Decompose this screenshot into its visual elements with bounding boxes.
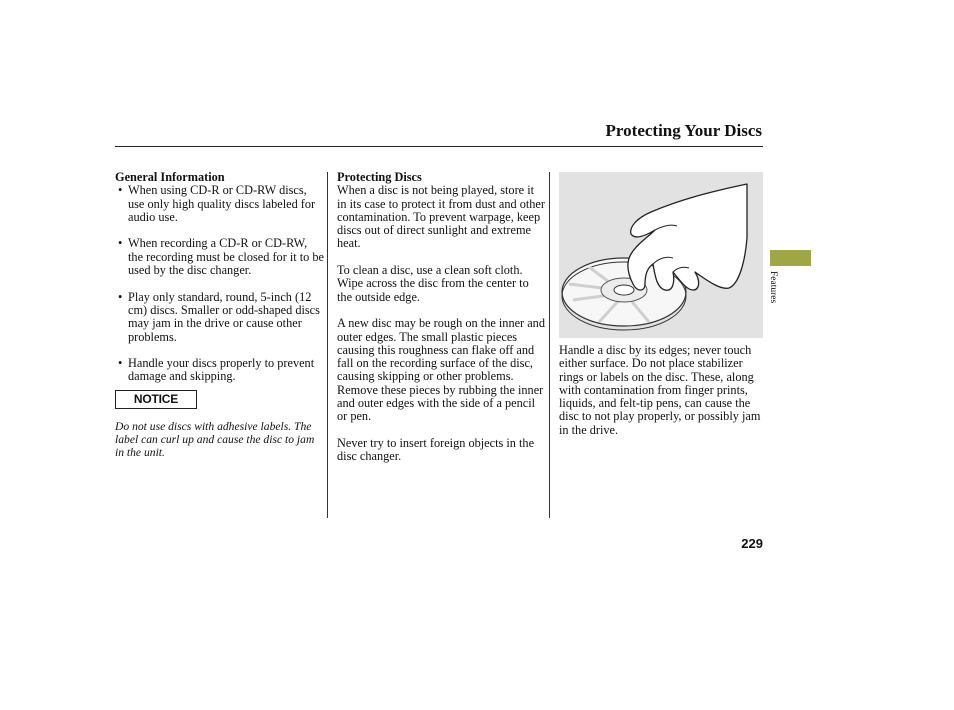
list-item xyxy=(115,184,325,224)
disc-handling-figure xyxy=(559,172,763,338)
bullet-icon: • xyxy=(118,236,123,251)
protecting-discs-column xyxy=(337,171,545,477)
section-label-container xyxy=(768,271,784,331)
bullet-text: Handle your discs properly to prevent damage and skipping. xyxy=(128,356,315,384)
bullet-text: When recording a CD-R or CD-RW, the recording must be closed for it to be used by the disc changer. xyxy=(128,236,325,278)
paragraph: When a disc is not being played, store it in its case to protect it from dust and other contamination. To prevent warpage, keep discs out of direct sunlight and extreme heat. xyxy=(337,183,545,251)
bullet-text: When using CD-R or CD-RW discs, use only high quality discs labeled for audio use. xyxy=(128,183,316,224)
paragraph: To clean a disc, use a clean soft cloth. Wipe across the disc from the center to the outside edge. xyxy=(337,263,529,304)
notice-label: NOTICE xyxy=(115,390,197,409)
general-information-column xyxy=(115,171,325,460)
section-tab xyxy=(770,250,811,266)
list-item xyxy=(115,357,325,384)
hand-holding-disc-icon xyxy=(559,172,763,338)
column-divider xyxy=(549,172,550,518)
notice-text: Do not use discs with adhesive labels. The label can curl up and cause the disc to jam in the unit. xyxy=(115,419,315,460)
protecting-discs-heading: Protecting Discs xyxy=(337,170,422,184)
general-information-heading: General Information xyxy=(115,170,225,184)
list-item xyxy=(115,237,325,277)
bullet-icon: • xyxy=(118,183,123,198)
list-item xyxy=(115,291,325,344)
section-label: Features xyxy=(768,271,778,304)
paragraph: Never try to insert foreign objects in the disc changer. xyxy=(337,435,535,464)
title-divider xyxy=(115,146,763,147)
bullet-text: Play only standard, round, 5-inch (12 cm) discs. Smaller or odd-shaped discs may jam in the drive or cause other problems. xyxy=(128,289,320,344)
bullet-icon: • xyxy=(118,356,123,371)
page-title: Protecting Your Discs xyxy=(605,121,762,140)
paragraph: A new disc may be rough on the inner and outer edges. The small plastic pieces causing this roughness can flake off and fall on the recording surface of the disc, causing skipping or other problems. Remove these pieces by rubbing the inner and outer edges with the side of a pencil or pen. xyxy=(337,316,545,424)
bullet-icon: • xyxy=(118,289,123,304)
column-divider xyxy=(327,172,328,518)
page-number: 229 xyxy=(741,536,763,551)
figure-caption: Handle a disc by its edges; never touch either surface. Do not place stabilizer rings or labels on the disc. These, along with contamination from finger prints, liquids, and felt-tip pens, can cause the disc to not play properly, or possibly jam in the drive. xyxy=(559,343,761,437)
